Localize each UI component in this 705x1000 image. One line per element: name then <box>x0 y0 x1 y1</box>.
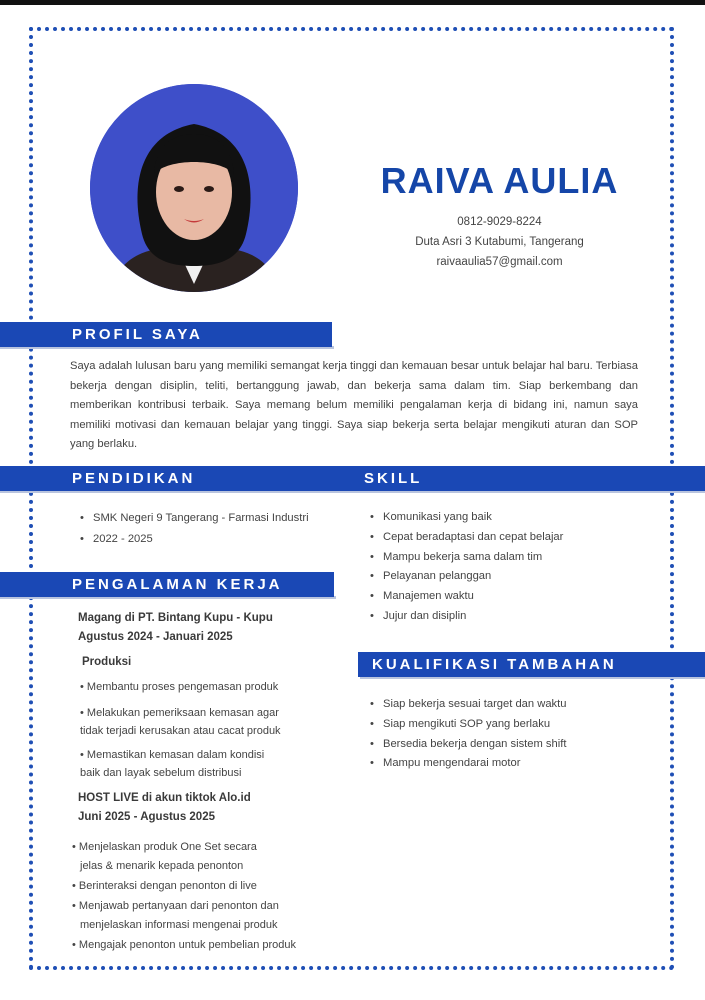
education-heading: PENDIDIKAN <box>72 470 196 487</box>
job1-period: Agustus 2024 - Januari 2025 <box>78 631 233 643</box>
qualification-item: • Siap bekerja sesuai target dan waktu <box>366 695 566 715</box>
qualifications-heading: KUALIFIKASI TAMBAHAN <box>358 652 705 677</box>
job2-duty: • Mengajak penonton untuk pembelian produk <box>72 939 297 951</box>
education-item: • 2022 - 2025 <box>76 529 309 550</box>
job1-section: Produksi <box>82 656 132 668</box>
experience-heading: PENGALAMAN KERJA <box>0 572 334 597</box>
job2-duty: • Berinteraksi dengan penonton di live <box>72 880 257 892</box>
education-skill-band <box>0 466 705 491</box>
job1-duty-3: • Memastikan kemasan dalam kondisi <box>80 749 265 761</box>
job2-duty: • Menjelaskan produk One Set secara <box>72 841 257 853</box>
profile-photo <box>90 84 298 292</box>
skill-item: • Cepat beradaptasi dan cepat belajar <box>366 528 563 548</box>
job2-duty-cont: jelas & menarik kepada penonton <box>80 860 244 872</box>
candidate-name: RAIVA AULIA <box>380 160 619 201</box>
skill-item: • Komunikasi yang baik <box>366 508 563 528</box>
job1-duty-2: • Melakukan pemeriksaan kemasan agar <box>80 707 279 719</box>
education-item: • SMK Negeri 9 Tangerang - Farmasi Industri <box>76 508 309 529</box>
education-list <box>76 508 309 550</box>
skill-item: • Mampu bekerja sama dalam tim <box>366 548 563 568</box>
job1-duty-1: • Membantu proses pengemasan produk <box>80 681 279 693</box>
contact-block <box>372 212 627 272</box>
skill-heading: SKILL <box>364 470 423 487</box>
profile-heading: PROFIL SAYA <box>0 322 332 347</box>
skill-item: • Manajemen waktu <box>366 587 563 607</box>
phone-number: 0812-9029-8224 <box>457 216 542 228</box>
job2-period: Juni 2025 - Agustus 2025 <box>78 811 215 823</box>
qualification-item: • Bersedia bekerja dengan sistem shift <box>366 735 566 755</box>
job1-duty-2-cont: tidak terjadi kerusakan atau cacat produk <box>80 725 281 737</box>
qualification-item: • Siap mengikuti SOP yang berlaku <box>366 715 566 735</box>
job2-title: HOST LIVE di akun tiktok Alo.id <box>78 792 251 804</box>
profile-text: Saya adalah lulusan baru yang memiliki semangat kerja tinggi dan kemauan besar untuk belajar hal baru. Terbiasa bekerja dengan disiplin, teliti, bertanggung jawab, dan bekerja sama dalam tim. Siap berkembang dan memberikan kontribusi terbaik. Saya memang belum memiliki pengalaman kerja di bidang ini, namun saya memiliki motivasi dan kemauan belajar yang tinggi. Saya siap bekerja serta belajar mengikuti aturan dan SOP yang berlaku. <box>70 360 638 451</box>
job2-duty: • Menjawab pertanyaan dari penonton dan <box>72 900 279 912</box>
qualification-item: • Mampu mengendarai motor <box>366 754 566 774</box>
job2-duty-cont: menjelaskan informasi mengenai produk <box>80 919 278 931</box>
top-edge-bar <box>0 0 705 5</box>
qualifications-list <box>366 695 566 774</box>
job1-duty-3-cont: baik dan layak sebelum distribusi <box>80 767 242 779</box>
email-address: raivaaulia57@gmail.com <box>436 256 563 268</box>
job1-title: Magang di PT. Bintang Kupu - Kupu <box>78 612 273 624</box>
skill-list <box>366 508 563 627</box>
skill-item: • Pelayanan pelanggan <box>366 567 563 587</box>
skill-item: • Jujur dan disiplin <box>366 607 563 627</box>
address: Duta Asri 3 Kutabumi, Tangerang <box>415 236 584 248</box>
